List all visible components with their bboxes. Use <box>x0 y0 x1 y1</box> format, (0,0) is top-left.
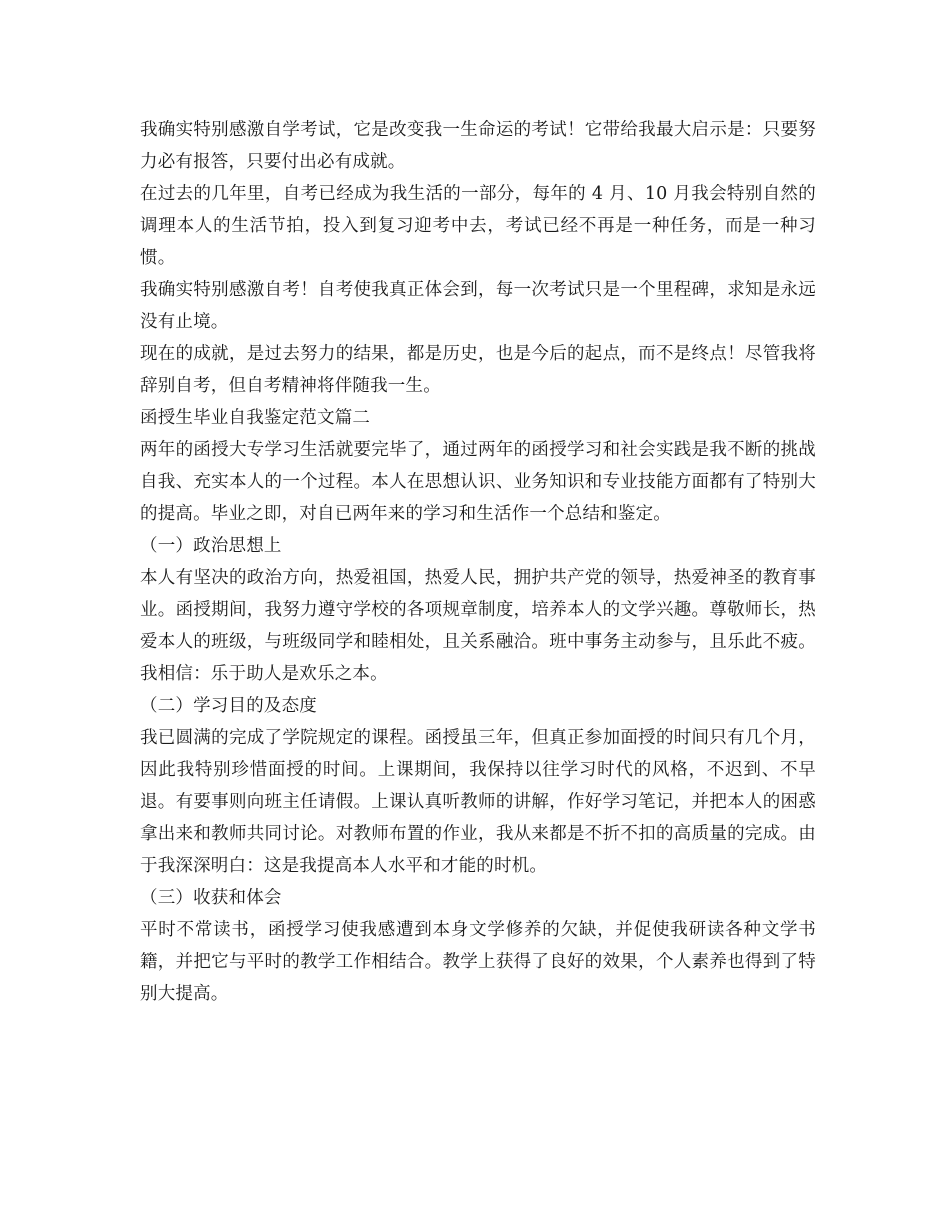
document-body <box>140 114 816 1010</box>
paragraph-gratitude-exam: 我确实特别感激自学考试，它是改变我一生命运的考试！它带给我最大启示是：只要努力必有报答，只要付出必有成就。 <box>140 120 816 172</box>
paragraph-gratitude-selfstudy: 我确实特别感激自考！自考使我真正体会到，每一次考试只是一个里程碑，求知是永远没有止境。 <box>140 280 816 332</box>
subheading-gains: （三）收获和体会 <box>140 888 282 908</box>
paragraph-gains: 平时不常读书，函授学习使我感遭到本身文学修养的欠缺，并促使我研读各种文学书籍，并把它与平时的教学工作相结合。教学上获得了良好的效果，个人素养也得到了特别大提高。 <box>140 920 816 1004</box>
section-title-part-two: 函授生毕业自我鉴定范文篇二 <box>140 408 371 428</box>
paragraph-political-thought: 本人有坚决的政治方向，热爱祖国，热爱人民，拥护共产党的领导，热爱神圣的教育事业。函授期间，我努力遵守学校的各项规章制度，培养本人的文学兴趣。尊敬师长，热爱本人的班级，与班级同学和睦相处，且关系融洽。班中事务主动参与，且乐此不疲。我相信：乐于助人是欢乐之本。 <box>140 568 816 684</box>
subheading-study-attitude: （二）学习目的及态度 <box>140 696 317 716</box>
paragraph-achievement: 现在的成就，是过去努力的结果，都是历史，也是今后的起点，而不是终点！尽管我将辞别自考，但自考精神将伴随我一生。 <box>140 344 816 396</box>
paragraph-two-years: 两年的函授大专学习生活就要完毕了，通过两年的函授学习和社会实践是我不断的挑战自我、充实本人的一个过程。本人在思想认识、业务知识和专业技能方面都有了特别大的提高。毕业之即，对自已两年来的学习和生活作一个总结和鉴定。 <box>140 440 816 524</box>
paragraph-study-attitude: 我已圆满的完成了学院规定的课程。函授虽三年，但真正参加面授的时间只有几个月，因此我特别珍惜面授的时间。上课期间，我保持以往学习时代的风格，不迟到、不早退。有要事则向班主任请假。上课认真听教师的讲解，作好学习笔记，并把本人的困惑拿出来和教师共同讨论。对教师布置的作业，我从来都是不折不扣的高质量的完成。由于我深深明白：这是我提高本人水平和才能的时机。 <box>140 728 816 876</box>
paragraph-past-years: 在过去的几年里，自考已经成为我生活的一部分，每年的 4 月、10 月我会特别自然的调理本人的生活节拍，投入到复习迎考中去，考试已经不再是一种任务，而是一种习惯。 <box>140 184 816 268</box>
subheading-political-thought: （一）政治思想上 <box>140 536 282 556</box>
